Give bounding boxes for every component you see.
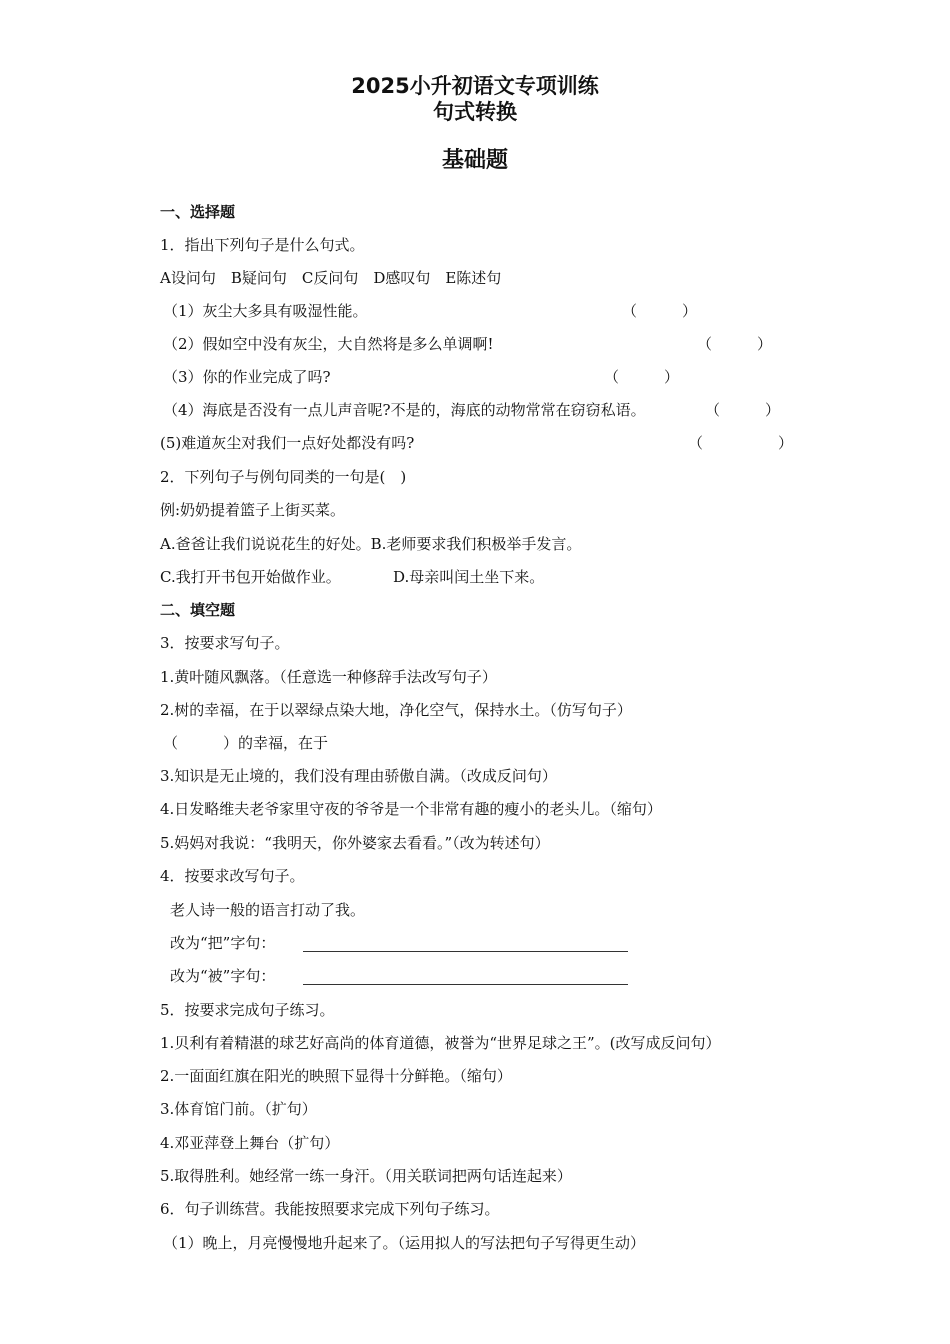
- section-heading-choice: 一、选择题: [160, 203, 236, 221]
- question-1-item-1: （1）灰尘大多具有吸湿性能。: [163, 302, 368, 320]
- question-3-item-5: 5.妈妈对我说：“我明天，你外婆家去看看。”（改为转述句）: [160, 834, 550, 852]
- answer-blank-1-1[interactable]: （ ）: [622, 302, 698, 320]
- question-4-bei-answer-line[interactable]: [303, 984, 628, 985]
- question-1-stem: 1．指出下列句子是什么句式。: [160, 236, 365, 254]
- question-5-item-4: 4.邓亚萍登上舞台（扩句）: [160, 1134, 340, 1152]
- question-2-example: 例:奶奶提着篮子上街买菜。: [160, 501, 346, 519]
- answer-blank-1-5[interactable]: （ ）: [688, 434, 794, 452]
- question-3-item-1: 1.黄叶随风飘落。（任意选一种修辞手法改写句子）: [160, 668, 497, 686]
- question-2-option-d: D.母亲叫闰土坐下来。: [393, 568, 545, 586]
- question-1-item-3: （3）你的作业完成了吗?: [163, 368, 331, 386]
- question-5-item-2: 2.一面面红旗在阳光的映照下显得十分鲜艳。（缩句）: [160, 1067, 512, 1085]
- answer-blank-1-3[interactable]: （ ）: [604, 368, 680, 386]
- question-3-stem: 3．按要求写句子。: [160, 634, 290, 652]
- section-heading-fill: 二、填空题: [160, 601, 236, 619]
- question-3-item-2: 2.树的幸福，在于以翠绿点染大地，净化空气，保持水土。（仿写句子）: [160, 701, 632, 719]
- question-3-item-2-template: （ ）的幸福，在于: [163, 734, 329, 752]
- worksheet-title: 2025小升初语文专项训练: [351, 74, 599, 98]
- question-6-item-1: （1）晚上，月亮慢慢地升起来了。（运用拟人的写法把句子写得更生动）: [163, 1234, 646, 1252]
- question-2-stem: 2．下列句子与例句同类的一句是( ): [160, 468, 407, 486]
- question-1-item-2: （2）假如空中没有灰尘，大自然将是多么单调啊!: [163, 335, 494, 353]
- worksheet-subtitle: 句式转换: [433, 100, 517, 124]
- question-1-options: A设问句 B疑问句 C反问句 D感叹句 E陈述句: [160, 269, 502, 287]
- question-3-item-4: 4.日发略维夫老爷家里守夜的爷爷是一个非常有趣的瘦小的老头儿。（缩句）: [160, 800, 662, 818]
- question-5-stem: 5．按要求完成句子练习。: [160, 1001, 335, 1019]
- question-5-item-1: 1.贝利有着精湛的球艺好高尚的体育道德，被誉为“世界足球之王”。(改写成反问句）: [160, 1034, 721, 1052]
- answer-blank-1-4[interactable]: （ ）: [705, 401, 781, 419]
- question-4-ba-answer-line[interactable]: [303, 951, 628, 952]
- question-4-bei-label: 改为“被”字句：: [170, 967, 276, 985]
- question-2-options-ab: A.爸爸让我们说说花生的好处。B.老师要求我们积极举手发言。: [160, 535, 582, 553]
- answer-blank-1-2[interactable]: （ ）: [697, 335, 773, 353]
- difficulty-heading: 基础题: [441, 148, 508, 173]
- question-3-item-3: 3.知识是无止境的，我们没有理由骄傲自满。（改成反问句）: [160, 767, 557, 785]
- question-5-item-3: 3.体育馆门前。（扩句）: [160, 1100, 317, 1118]
- question-1-item-4: （4）海底是否没有一点儿声音呢?不是的，海底的动物常常在窃窃私语。: [163, 401, 646, 419]
- question-4-stem: 4．按要求改写句子。: [160, 867, 305, 885]
- question-4-sentence: 老人诗一般的语言打动了我。: [170, 901, 366, 919]
- question-5-item-5: 5.取得胜利。她经常一练一身汗。（用关联词把两句话连起来）: [160, 1167, 572, 1185]
- question-2-option-c: C.我打开书包开始做作业。: [160, 568, 341, 586]
- question-4-ba-label: 改为“把”字句：: [170, 934, 276, 952]
- question-1-item-5: (5)难道灰尘对我们一点好处都没有吗?: [160, 434, 415, 452]
- question-6-stem: 6．句子训练营。我能按照要求完成下列句子练习。: [160, 1200, 500, 1218]
